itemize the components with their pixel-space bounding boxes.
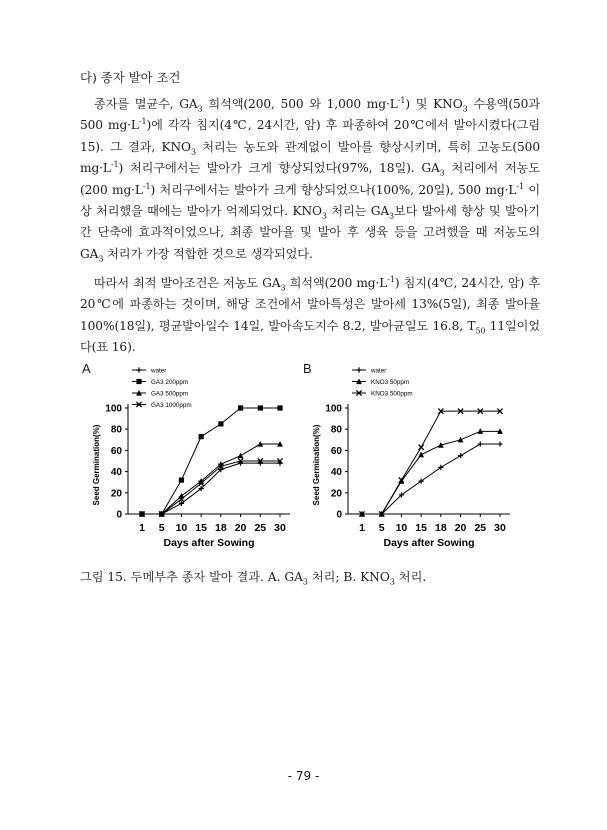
y-axis-label: Seed Germination(%) xyxy=(92,424,101,506)
subscript: 3 xyxy=(439,168,445,178)
superscript: -1 xyxy=(110,160,119,170)
x-tick-label: 10 xyxy=(175,522,188,534)
series-line-2 xyxy=(362,411,500,514)
legend-label: water xyxy=(151,367,167,375)
text-run: )에 각각 침지(4℃, 24시간, 암) 후 파종하여 20℃에서 발아시켰다(그림 15). 그 결과, KNO xyxy=(80,118,540,154)
subscript: 50 xyxy=(475,326,486,336)
y-tick-label: 60 xyxy=(330,445,342,457)
data-point-s1-6 xyxy=(258,405,263,410)
y-tick-label: 100 xyxy=(325,403,342,415)
text-run: 종자를 멸균수, GA xyxy=(94,97,198,111)
x-tick-label: 15 xyxy=(195,522,207,534)
paragraph-2 xyxy=(80,273,540,359)
x-tick-label: 20 xyxy=(454,522,467,534)
data-point-s1-5 xyxy=(458,437,464,443)
subscript: 3 xyxy=(462,104,468,114)
subscript: 3 xyxy=(389,211,395,221)
x-tick-label: 1 xyxy=(359,522,365,534)
text-run: 수용액(50과 500 mg·L xyxy=(80,97,540,133)
data-point-s0-6 xyxy=(478,441,483,446)
data-point-s1-5 xyxy=(238,405,243,410)
data-point-s0-7 xyxy=(497,441,502,446)
legend-label: GA3 200ppm xyxy=(151,379,189,386)
text-run: 보다 발아세 향상 및 발아기간 단축에 효과적이었으나, 최종 발아율 및 발아 후 생육 등을 고려했을 때 저농도의 GA xyxy=(80,204,540,261)
x-tick-label: 1 xyxy=(139,522,145,534)
text-run: ) 처리구에서는 발아가 크게 향상되었다(97%, 18일). GA xyxy=(118,161,440,176)
data-point-s1-3 xyxy=(418,452,424,458)
x-tick-label: 18 xyxy=(435,522,447,534)
x-tick-label: 30 xyxy=(494,522,506,534)
text-run: 처리; B. KNO xyxy=(307,570,390,584)
legend-label: GA3 500ppm xyxy=(151,390,189,398)
subscript: 3 xyxy=(98,254,104,264)
text-run: 11일이었다(표 16). xyxy=(80,318,540,355)
text-run: 따라서 최적 발아조건은 저농도 GA xyxy=(94,276,281,290)
data-point-s0-5 xyxy=(458,453,463,458)
y-tick-label: 0 xyxy=(336,509,342,521)
x-tick-label: 20 xyxy=(234,522,247,534)
x-tick-label: 10 xyxy=(395,522,408,534)
text-run: 처리는 GA xyxy=(326,204,390,219)
legend-marker xyxy=(356,367,361,372)
series-line-0 xyxy=(142,463,280,514)
x-tick-label: 18 xyxy=(215,522,227,534)
text-run: 처리. xyxy=(394,570,427,584)
x-tick-label: 5 xyxy=(378,522,385,534)
legend-label: KNO3 50ppm xyxy=(371,379,410,386)
subscript: 3 xyxy=(321,211,327,221)
data-point-s2-5 xyxy=(238,453,244,459)
panel-label-a: A xyxy=(82,361,91,376)
data-point-s1-7 xyxy=(277,405,282,410)
x-tick-label: 30 xyxy=(274,522,286,534)
legend-marker xyxy=(136,379,141,384)
subscript: 3 xyxy=(389,577,395,587)
series-line-3 xyxy=(142,461,280,514)
data-point-s1-2 xyxy=(179,477,184,482)
x-axis-label: Days after Sowing xyxy=(383,537,475,549)
text-run: ) 처리구에서는 발아가 크게 향상되었으나(100%, 20일), 500 mg·L xyxy=(150,182,517,197)
x-tick-label: 5 xyxy=(158,522,165,534)
legend-marker xyxy=(136,367,141,372)
y-tick-label: 60 xyxy=(110,445,122,457)
y-tick-label: 20 xyxy=(330,488,342,500)
text-run: ) 및 KNO xyxy=(405,97,463,111)
superscript: -1 xyxy=(516,181,524,191)
x-tick-label: 25 xyxy=(474,522,487,534)
text-run: 처리가 가장 적합한 것으로 생각되었다. xyxy=(103,246,313,261)
superscript: -1 xyxy=(138,117,147,127)
paragraph-1 xyxy=(80,94,540,265)
chart-a xyxy=(78,362,298,562)
superscript: -1 xyxy=(387,274,395,284)
superscript: -1 xyxy=(142,181,151,191)
superscript: -1 xyxy=(397,95,406,105)
series-line-0 xyxy=(362,444,500,514)
data-point-s1-4 xyxy=(218,421,223,426)
x-tick-label: 15 xyxy=(415,522,427,534)
text-run: 희석액(200, 500 와 1,000 mg·L xyxy=(202,97,398,111)
y-tick-label: 100 xyxy=(105,403,122,415)
figure-15 xyxy=(78,362,538,562)
subscript: 3 xyxy=(190,147,196,157)
y-tick-label: 0 xyxy=(116,509,122,521)
legend-label: water xyxy=(371,367,387,375)
subscript: 3 xyxy=(197,104,203,114)
subscript: 3 xyxy=(302,577,308,587)
page-number: - 79 - xyxy=(287,769,320,783)
data-point-s2-3 xyxy=(419,445,424,450)
x-axis-label: Days after Sowing xyxy=(163,537,255,549)
y-tick-label: 80 xyxy=(110,424,122,436)
legend-label: KNO3 500ppm xyxy=(371,390,413,398)
chart-b xyxy=(298,362,518,562)
y-axis-label: Seed Germination(%) xyxy=(312,424,321,506)
y-tick-label: 40 xyxy=(110,467,122,479)
legend-label: GA3 1000ppm xyxy=(151,402,192,409)
text-run: ) 침지(4℃, 24시간, 암) 후 20℃에 파종하는 것이며, 해당 조건에서 발아특성은 발아세 13%(5일), 최종 발아율 100%(18일), 평균발아일수 14일, 발아속도지수 8.2, 발아균일도 16.8, T xyxy=(80,276,540,333)
text-run: 처리는 농도와 관계없이 발아를 향상시키며, 특히 고농도(500 mg·L xyxy=(80,139,540,176)
figure-caption xyxy=(80,568,426,585)
section-heading: 다) 종자 발아 조건 xyxy=(80,70,181,85)
subscript: 3 xyxy=(280,283,286,293)
text-run: 이상 처리했을 때에는 발아가 억제되었다. KNO xyxy=(80,182,540,219)
text-run: 처리에서 저농도(200 mg·L xyxy=(80,161,540,197)
y-tick-label: 80 xyxy=(330,424,342,436)
data-point-s1-3 xyxy=(199,434,204,439)
text-run: 희석액(200 mg·L xyxy=(285,276,388,290)
text-run: 그림 15. 두메부추 종자 발아 결과. A. GA xyxy=(80,570,303,584)
x-tick-label: 25 xyxy=(254,522,267,534)
y-tick-label: 40 xyxy=(330,467,342,479)
panel-label-b: B xyxy=(303,361,312,376)
y-tick-label: 20 xyxy=(110,488,122,500)
